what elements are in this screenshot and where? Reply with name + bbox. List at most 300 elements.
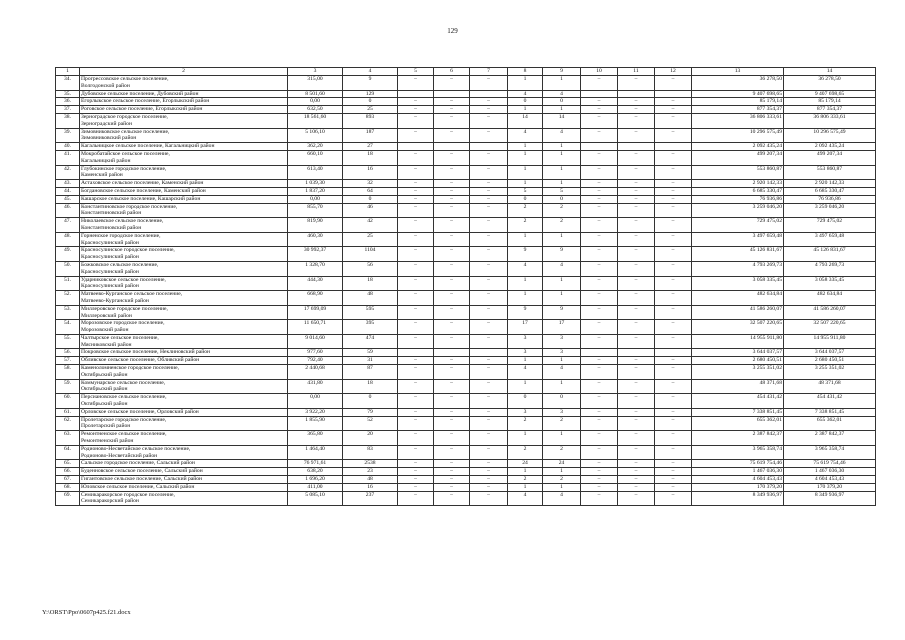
table-cell: 64: [343, 187, 398, 195]
table-cell: 1: [543, 143, 581, 151]
table-cell: 660,10: [288, 150, 343, 165]
table-cell: –: [618, 379, 655, 394]
table-cell: 4 604 453,43: [692, 476, 784, 484]
table-cell: –: [655, 261, 692, 276]
table-cell: 4 793 269,73: [784, 261, 876, 276]
table-cell: [655, 143, 692, 151]
table-cell: –: [470, 394, 508, 409]
table-cell: 0: [343, 195, 398, 203]
table-cell: 5 085,10: [288, 491, 343, 506]
table-cell: 18: [343, 276, 398, 291]
table-cell: 2538: [343, 460, 398, 468]
table-cell: –: [618, 180, 655, 188]
table-cell: 0: [508, 98, 543, 106]
table-cell: 52: [343, 416, 398, 431]
table-cell: 11 650,71: [288, 320, 343, 335]
table-cell: 51.: [56, 276, 80, 291]
table-cell: 52.: [56, 291, 80, 306]
table-cell: –: [434, 113, 470, 128]
table-cell: 8 349 936,97: [784, 491, 876, 506]
table-cell: Красносулинское городское поселение, Красносулинский район: [80, 247, 288, 262]
table-cell: –: [581, 261, 618, 276]
table-cell: –: [581, 476, 618, 484]
table-cell: 10 296 575,49: [784, 128, 876, 143]
table-row: [56, 98, 876, 106]
table-cell: –: [398, 491, 434, 506]
table-cell: –: [434, 291, 470, 306]
table-cell: Прогрессовское сельское поселение, Волгодонской район: [80, 76, 288, 91]
table-cell: –: [398, 276, 434, 291]
table-cell: 1 855,90: [288, 416, 343, 431]
table-cell: 17: [508, 320, 543, 335]
table-cell: –: [618, 334, 655, 349]
table-cell: 3: [508, 408, 543, 416]
table-cell: 7 338 851,45: [692, 408, 784, 416]
table-cell: –: [398, 468, 434, 476]
table-cell: Родионово-Несветайское сельское поселение, Родионово-Несветайский район: [80, 445, 288, 460]
table-cell: 460,30: [288, 232, 343, 247]
table-cell: 4 793 269,73: [692, 261, 784, 276]
table-cell: 4: [543, 491, 581, 506]
table-cell: –: [470, 357, 508, 365]
table-cell: –: [655, 320, 692, 335]
table-cell: Миллеровское городское поселение, Миллеровский район: [80, 305, 288, 320]
table-cell: –: [618, 357, 655, 365]
table-cell: –: [581, 187, 618, 195]
table-cell: Ударниковское сельское поселение, Красносулинский район: [80, 276, 288, 291]
table-cell: 2 092 435,24: [784, 143, 876, 151]
table-cell: [655, 90, 692, 98]
table-cell: –: [434, 106, 470, 114]
table-cell: 76 936,86: [784, 195, 876, 203]
table-cell: –: [470, 180, 508, 188]
table-cell: [398, 90, 434, 98]
table-cell: 38.: [56, 113, 80, 128]
table-row: [56, 291, 876, 306]
table-cell: 47.: [56, 218, 80, 233]
table-cell: 2 920 142,33: [692, 180, 784, 188]
table-cell: 482 634,84: [784, 291, 876, 306]
table-cell: 48: [343, 291, 398, 306]
table-cell: –: [434, 218, 470, 233]
table-cell: –: [618, 445, 655, 460]
table-cell: 18: [343, 379, 398, 394]
table-cell: 3 259 046,20: [784, 203, 876, 218]
table-cell: –: [655, 180, 692, 188]
table-cell: 23: [343, 468, 398, 476]
table-cell: 46: [343, 203, 398, 218]
table-cell: –: [581, 180, 618, 188]
table-cell: –: [398, 187, 434, 195]
table-cell: 59: [343, 349, 398, 357]
table-cell: –: [618, 76, 655, 91]
table-row: [56, 334, 876, 349]
table-cell: –: [434, 305, 470, 320]
table-cell: 55.: [56, 334, 80, 349]
table-cell: 56: [343, 261, 398, 276]
table-row: [56, 416, 876, 431]
table-cell: –: [470, 187, 508, 195]
table-cell: 1: [508, 180, 543, 188]
table-cell: –: [655, 357, 692, 365]
table-cell: –: [655, 232, 692, 247]
table-cell: –: [655, 408, 692, 416]
table-cell: –: [655, 276, 692, 291]
table-cell: 668,90: [288, 291, 343, 306]
table-cell: –: [618, 106, 655, 114]
table-cell: –: [655, 365, 692, 380]
table-cell: –: [618, 150, 655, 165]
table-cell: –: [655, 113, 692, 128]
table-cell: –: [434, 203, 470, 218]
table-cell: 36 806 333,61: [784, 113, 876, 128]
table-cell: 42: [343, 218, 398, 233]
table-row: [56, 90, 876, 98]
table-cell: 25: [343, 106, 398, 114]
table-row: [56, 106, 876, 114]
table-row: [56, 468, 876, 476]
table-cell: 444,30: [288, 276, 343, 291]
table-cell: 8 349 936,97: [692, 491, 784, 506]
table-cell: 553 860,87: [692, 165, 784, 180]
table-cell: –: [398, 128, 434, 143]
table-cell: –: [655, 128, 692, 143]
table-cell: –: [618, 365, 655, 380]
table-cell: –: [581, 195, 618, 203]
table-cell: 1: [508, 76, 543, 91]
table-cell: 792,40: [288, 357, 343, 365]
table-cell: 1: [543, 180, 581, 188]
table-cell: 53.: [56, 305, 80, 320]
table-cell: –: [434, 491, 470, 506]
table-cell: –: [655, 76, 692, 91]
table-cell: 2: [543, 416, 581, 431]
table-cell: –: [398, 357, 434, 365]
table-cell: –: [581, 445, 618, 460]
table-cell: 5 106,10: [288, 128, 343, 143]
table-cell: –: [470, 476, 508, 484]
table-cell: Мокробатайское сельское поселение, Кагальницкий район: [80, 150, 288, 165]
table-cell: 0,00: [288, 195, 343, 203]
table-cell: –: [398, 291, 434, 306]
table-cell: 1: [508, 276, 543, 291]
table-cell: 24: [508, 460, 543, 468]
table-cell: 25: [343, 232, 398, 247]
table-cell: 1: [508, 291, 543, 306]
table-cell: 36 806 333,61: [692, 113, 784, 128]
table-cell: 1104: [343, 247, 398, 262]
table-cell: –: [655, 203, 692, 218]
table-cell: –: [655, 291, 692, 306]
table-cell: 4: [543, 90, 581, 98]
table-cell: 76 971,61: [288, 460, 343, 468]
table-cell: 1: [543, 76, 581, 91]
table-cell: 56.: [56, 349, 80, 357]
table-cell: Егорлыкское сельское поселение, Егорлыкский район: [80, 98, 288, 106]
table-cell: 499 207,34: [784, 150, 876, 165]
table-cell: 2 092 435,24: [692, 143, 784, 151]
table-cell: 4: [508, 491, 543, 506]
table-cell: –: [398, 408, 434, 416]
table-cell: –: [398, 261, 434, 276]
table-cell: 49.: [56, 247, 80, 262]
table-cell: –: [581, 76, 618, 91]
table-cell: 170 379,20: [784, 483, 876, 491]
table-cell: –: [655, 218, 692, 233]
table-cell: –: [470, 195, 508, 203]
table-cell: 553 860,87: [784, 165, 876, 180]
table-cell: –: [618, 128, 655, 143]
table-cell: [618, 349, 655, 357]
table-cell: –: [470, 165, 508, 180]
table-cell: –: [618, 305, 655, 320]
table-cell: –: [470, 128, 508, 143]
table-cell: 3 058 335,45: [692, 276, 784, 291]
table-cell: –: [398, 165, 434, 180]
table-cell: –: [434, 416, 470, 431]
table-cell: –: [470, 113, 508, 128]
table-cell: 1 467 036,30: [692, 468, 784, 476]
table-cell: –: [581, 247, 618, 262]
table-cell: 877 354,37: [784, 106, 876, 114]
table-cell: 474: [343, 334, 398, 349]
table-cell: –: [618, 261, 655, 276]
table-cell: 57.: [56, 357, 80, 365]
table-cell: –: [470, 431, 508, 446]
table-cell: [470, 349, 508, 357]
table-cell: 3: [543, 334, 581, 349]
table-cell: Чалтырское сельское поселение, Мясниковский район: [80, 334, 288, 349]
table-cell: –: [434, 468, 470, 476]
table-cell: [434, 90, 470, 98]
table-cell: 14 955 911,80: [784, 334, 876, 349]
table-cell: –: [655, 460, 692, 468]
table-cell: 68.: [56, 483, 80, 491]
table-cell: –: [470, 291, 508, 306]
table-cell: –: [581, 113, 618, 128]
table-cell: 2: [543, 445, 581, 460]
table-row: [56, 203, 876, 218]
table-cell: 60.: [56, 394, 80, 409]
table-cell: –: [581, 334, 618, 349]
table-cell: 69.: [56, 491, 80, 506]
table-cell: [398, 349, 434, 357]
table-cell: –: [470, 247, 508, 262]
table-cell: 4: [543, 365, 581, 380]
table-cell: –: [581, 408, 618, 416]
table-cell: 729 475,02: [692, 218, 784, 233]
table-cell: –: [581, 150, 618, 165]
table-cell: 48 371,68: [784, 379, 876, 394]
table-cell: [434, 349, 470, 357]
table-cell: –: [655, 445, 692, 460]
table-cell: 431,80: [288, 379, 343, 394]
table-cell: 1: [543, 106, 581, 114]
table-cell: –: [398, 106, 434, 114]
table-cell: 3 922,20: [288, 408, 343, 416]
table-cell: 65.: [56, 460, 80, 468]
column-header: 11: [618, 68, 655, 76]
table-cell: –: [398, 203, 434, 218]
table-cell: 41 586 260,07: [692, 305, 784, 320]
table-cell: –: [434, 408, 470, 416]
table-cell: 4: [543, 261, 581, 276]
table-cell: –: [470, 320, 508, 335]
table-cell: 41.: [56, 150, 80, 165]
table-cell: 1: [508, 379, 543, 394]
table-cell: 54.: [56, 320, 80, 335]
table-cell: 2: [508, 218, 543, 233]
table-cell: 4: [508, 90, 543, 98]
table-cell: 2: [543, 476, 581, 484]
table-cell: –: [581, 165, 618, 180]
table-cell: 39.: [56, 128, 80, 143]
table-cell: –: [655, 195, 692, 203]
table-cell: 48 371,68: [692, 379, 784, 394]
table-cell: –: [470, 261, 508, 276]
column-header: 1: [56, 68, 80, 76]
table-cell: 63.: [56, 431, 80, 446]
table-cell: 0: [543, 98, 581, 106]
table-cell: Богдановское сельское поселение, Каменский район: [80, 187, 288, 195]
table-cell: 31: [343, 357, 398, 365]
table-cell: –: [434, 180, 470, 188]
table-cell: –: [618, 394, 655, 409]
table-cell: Николаевское сельское поселение, Константиновский район: [80, 218, 288, 233]
table-row: [56, 150, 876, 165]
table-header-row: [56, 68, 876, 76]
table-cell: [581, 349, 618, 357]
table-cell: [581, 143, 618, 151]
column-header: 10: [581, 68, 618, 76]
table-cell: 1: [543, 276, 581, 291]
table-cell: 14: [543, 113, 581, 128]
table-cell: –: [470, 491, 508, 506]
table-cell: 482 634,84: [692, 291, 784, 306]
table-row: [56, 320, 876, 335]
table-cell: 3 255 351,02: [692, 365, 784, 380]
table-cell: –: [655, 431, 692, 446]
table-cell: –: [581, 276, 618, 291]
table-cell: 14 955 911,80: [692, 334, 784, 349]
table-cell: –: [398, 320, 434, 335]
table-cell: 4 604 453,43: [784, 476, 876, 484]
page-number: 129: [447, 27, 458, 35]
table-cell: 37.: [56, 106, 80, 114]
table-row: [56, 218, 876, 233]
table-row: [56, 232, 876, 247]
column-header: 3: [288, 68, 343, 76]
table-cell: 3 644 037,57: [692, 349, 784, 357]
table-cell: –: [470, 365, 508, 380]
table-cell: 4: [543, 128, 581, 143]
table-cell: 16: [343, 483, 398, 491]
table-cell: 499 207,34: [692, 150, 784, 165]
table-cell: –: [398, 76, 434, 91]
table-row: [56, 143, 876, 151]
table-cell: Юловское сельское поселение, Сальский район: [80, 483, 288, 491]
table-cell: 315,00: [288, 76, 343, 91]
column-header: 2: [80, 68, 288, 76]
table-cell: –: [470, 408, 508, 416]
table-cell: 0: [343, 394, 398, 409]
table-cell: 9: [343, 76, 398, 91]
table-cell: –: [434, 365, 470, 380]
table-cell: 85 179,14: [692, 98, 784, 106]
table-cell: –: [398, 180, 434, 188]
table-cell: 1 039,30: [288, 180, 343, 188]
table-cell: 632,50: [288, 106, 343, 114]
table-cell: 0: [508, 394, 543, 409]
table-cell: 1 467 036,30: [784, 468, 876, 476]
table-row: [56, 276, 876, 291]
table-cell: Константиновское городское поселение, Константиновский район: [80, 203, 288, 218]
table-cell: –: [434, 357, 470, 365]
table-cell: –: [581, 491, 618, 506]
table-cell: –: [470, 305, 508, 320]
table-cell: Морозовское городское поселение, Морозовский район: [80, 320, 288, 335]
table-cell: Гигантовское сельское поселение, Сальский район: [80, 476, 288, 484]
table-cell: –: [434, 98, 470, 106]
table-cell: 76 936,86: [692, 195, 784, 203]
table-cell: 0: [543, 394, 581, 409]
table-cell: –: [398, 445, 434, 460]
table-cell: 2: [543, 218, 581, 233]
table-cell: –: [618, 247, 655, 262]
column-header: 5: [398, 68, 434, 76]
table-cell: Орловское сельское поселение, Орловский район: [80, 408, 288, 416]
table-cell: Буденновское сельское поселение, Сальский район: [80, 468, 288, 476]
table-cell: 129: [343, 90, 398, 98]
table-row: [56, 476, 876, 484]
table-cell: 9 407 698,65: [784, 90, 876, 98]
table-cell: –: [618, 483, 655, 491]
table-cell: –: [434, 334, 470, 349]
table-cell: 4: [508, 261, 543, 276]
table-cell: –: [470, 232, 508, 247]
table-cell: 30 992,37: [288, 247, 343, 262]
table-cell: –: [398, 460, 434, 468]
table-cell: 79: [343, 408, 398, 416]
table-cell: 3: [543, 349, 581, 357]
table-cell: –: [434, 261, 470, 276]
table-cell: –: [618, 468, 655, 476]
table-cell: [581, 90, 618, 98]
table-cell: 595: [343, 305, 398, 320]
table-cell: 365,80: [288, 431, 343, 446]
table-cell: –: [434, 76, 470, 91]
table-cell: –: [655, 165, 692, 180]
table-cell: –: [618, 476, 655, 484]
table-cell: Роговское сельское поселение, Егорлыкский район: [80, 106, 288, 114]
table-cell: 18: [343, 150, 398, 165]
table-cell: –: [434, 431, 470, 446]
table-cell: –: [618, 195, 655, 203]
table-cell: 411,00: [288, 483, 343, 491]
table-row: [56, 349, 876, 357]
table-cell: 2: [508, 416, 543, 431]
table-cell: –: [398, 218, 434, 233]
table-cell: 1 837,20: [288, 187, 343, 195]
table-cell: –: [470, 334, 508, 349]
table-cell: 0: [343, 98, 398, 106]
table-cell: –: [434, 394, 470, 409]
table-cell: –: [470, 445, 508, 460]
table-cell: –: [398, 113, 434, 128]
table-cell: 2 387 842,37: [784, 431, 876, 446]
table-cell: 17 699,09: [288, 305, 343, 320]
table-cell: 729 475,02: [784, 218, 876, 233]
